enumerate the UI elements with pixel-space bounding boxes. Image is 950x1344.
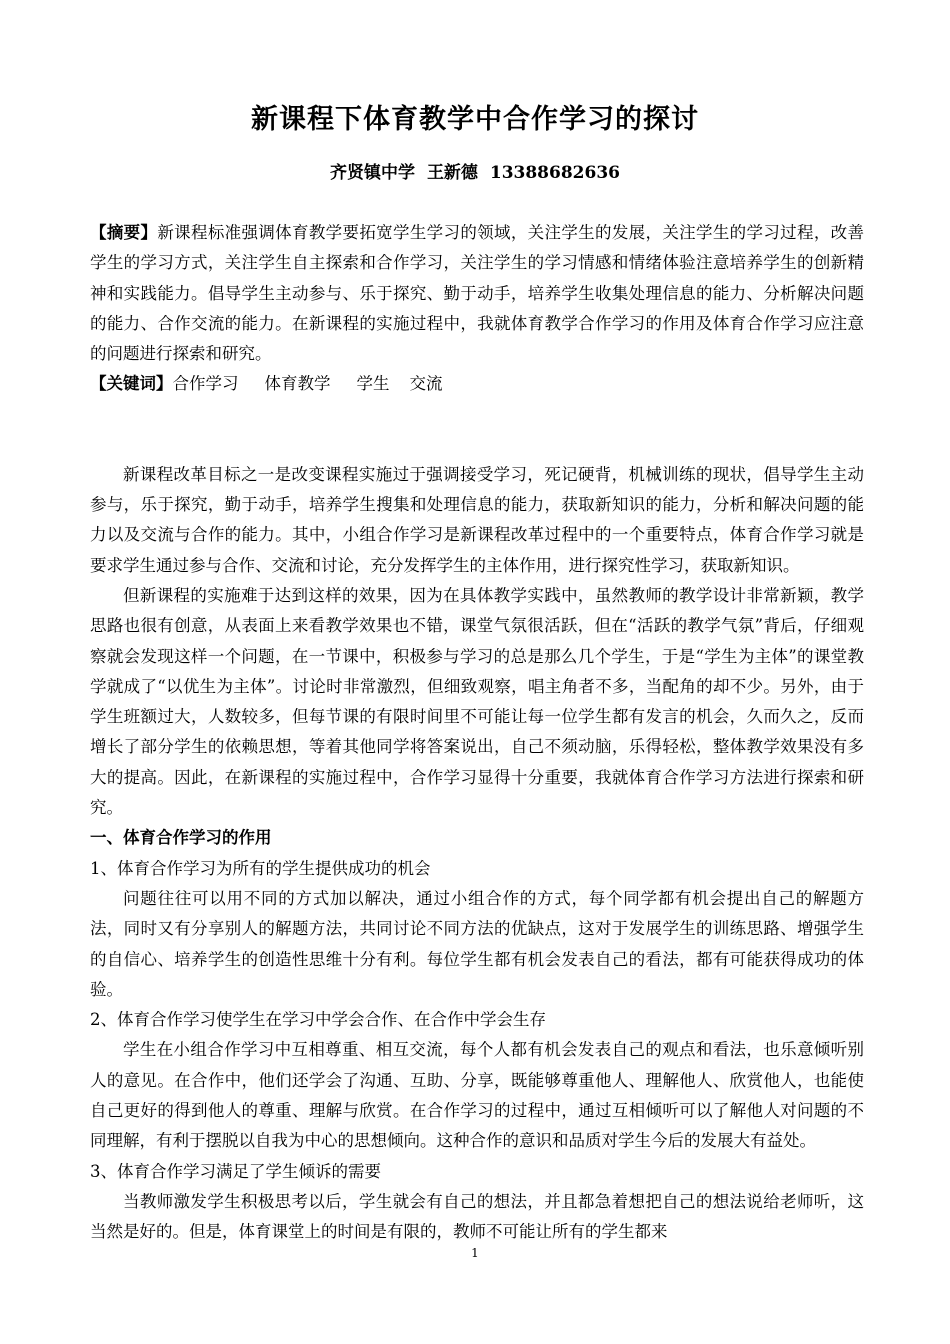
keyword-item: 合作学习 [172,374,239,394]
subsection-heading: 1、体育合作学习为所有的学生提供成功的机会 [90,858,431,878]
abstract-paragraph [90,218,864,369]
subsection-paragraph: 问题往往可以用不同的方式加以解决，通过小组合作的方式，每个同学都有机会提出自己的解题方法，同时又有分享别人的解题方法，共同讨论不同方法的优缺点，这对于发展学生的训练思路、增强学生的自信心、培养学生的创造性思维十分有利。每位学生都有机会发表自己的看法，都有可能获得成功的体验。 [90,888,864,999]
subsection-paragraph: 当教师激发学生积极思考以后，学生就会有自己的想法，并且都急着想把自己的想法说给老师听，这当然是好的。但是，体育课堂上的时间是有限的，教师不可能让所有的学生都来 [90,1191,864,1242]
intro-paragraph: 新课程改革目标之一是改变课程实施过于强调接受学习，死记硬背，机械训练的现状，倡导学生主动参与，乐于探究，勤于动手，培养学生搜集和处理信息的能力，获取新知识的能力，分析和解决问题的能力以及交流与合作的能力。其中，小组合作学习是新课程改革过程中的一个重要特点，体育合作学习就是要求学生通过参与合作、交流和讨论，充分发挥学生的主体作用，进行探究性学习，获取新知识。 [90,464,864,575]
subsection-heading: 2、体育合作学习使学生在学习中学会合作、在合作中学会生存 [90,1010,546,1030]
page-title: 新课程下体育教学中合作学习的探讨 [251,104,699,135]
author-name: 王新德 [426,163,478,183]
keyword-item: 交流 [409,374,443,394]
document-body [90,218,864,1248]
author-phone: 13388682636 [489,163,620,183]
keyword-item: 学生 [356,374,390,394]
abstract-label: 【摘要】 [90,223,158,242]
keywords-label: 【关键词】 [90,374,173,394]
school-name: 齐贤镇中学 [330,163,416,183]
spacer [90,400,864,460]
subsection-paragraph: 学生在小组合作学习中互相尊重、相互交流，每个人都有机会发表自己的观点和看法，也乐意倾听别人的意见。在合作中，他们还学会了沟通、互助、分享，既能够尊重他人、理解他人、欣赏他人，也能使自己更好的得到他人的尊重、理解与欣赏。在合作学习的过程中，通过互相倾听可以了解他人对问题的不同理解，有利于摆脱以自我为中心的思想倾向。这种合作的意识和品质对学生今后的发展大有益处。 [90,1040,864,1151]
intro-paragraph: 但新课程的实施难于达到这样的效果，因为在具体教学实践中，虽然教师的教学设计非常新颖，教学思路也很有创意，从表面上来看教学效果也不错，课堂气氛很活跃，但在“活跃的教学气氛”背后，仔细观察就会发现这样一个问题，在一节课中，积极参与学习的总是那么几个学生，于是“学生为主体”的课堂教学就成了“以优生为主体”。讨论时非常激烈，但细致观察，唱主角者不多，当配角的却不少。另外，由于学生班额过大，人数较多，但每节课的有限时间里不可能让每一位学生都有发言的机会，久而久之，反而增长了部分学生的依赖思想，等着其他同学将答案说出，自己不须动脑，乐得轻松，整体教学效果没有多大的提高。因此，在新课程的实施过程中，合作学习显得十分重要，我就体育合作学习方法进行探索和研究。 [90,585,864,818]
section-heading: 一、体育合作学习的作用 [90,828,272,848]
subsection-heading: 3、体育合作学习满足了学生倾诉的需要 [90,1161,381,1181]
keyword-item: 体育教学 [264,374,331,394]
author-line [0,158,950,188]
keywords-line [90,369,864,399]
abstract-text: 新课程标准强调体育教学要拓宽学生学习的领域，关注学生的发展，关注学生的学习过程，改善学生的学习方式，关注学生自主探索和合作学习，关注学生的学习情感和情绪体验注意培养学生的创新精神和实践能力。倡导学生主动参与、乐于探究、勤于动手，培养学生收集处理信息的能力、分析解决问题的能力、合作交流的能力。在新课程的实施过程中，我就体育教学合作学习的作用及体育合作学习应注意的问题进行探索和研究。 [90,223,865,364]
page-number: 1 [471,1246,479,1260]
